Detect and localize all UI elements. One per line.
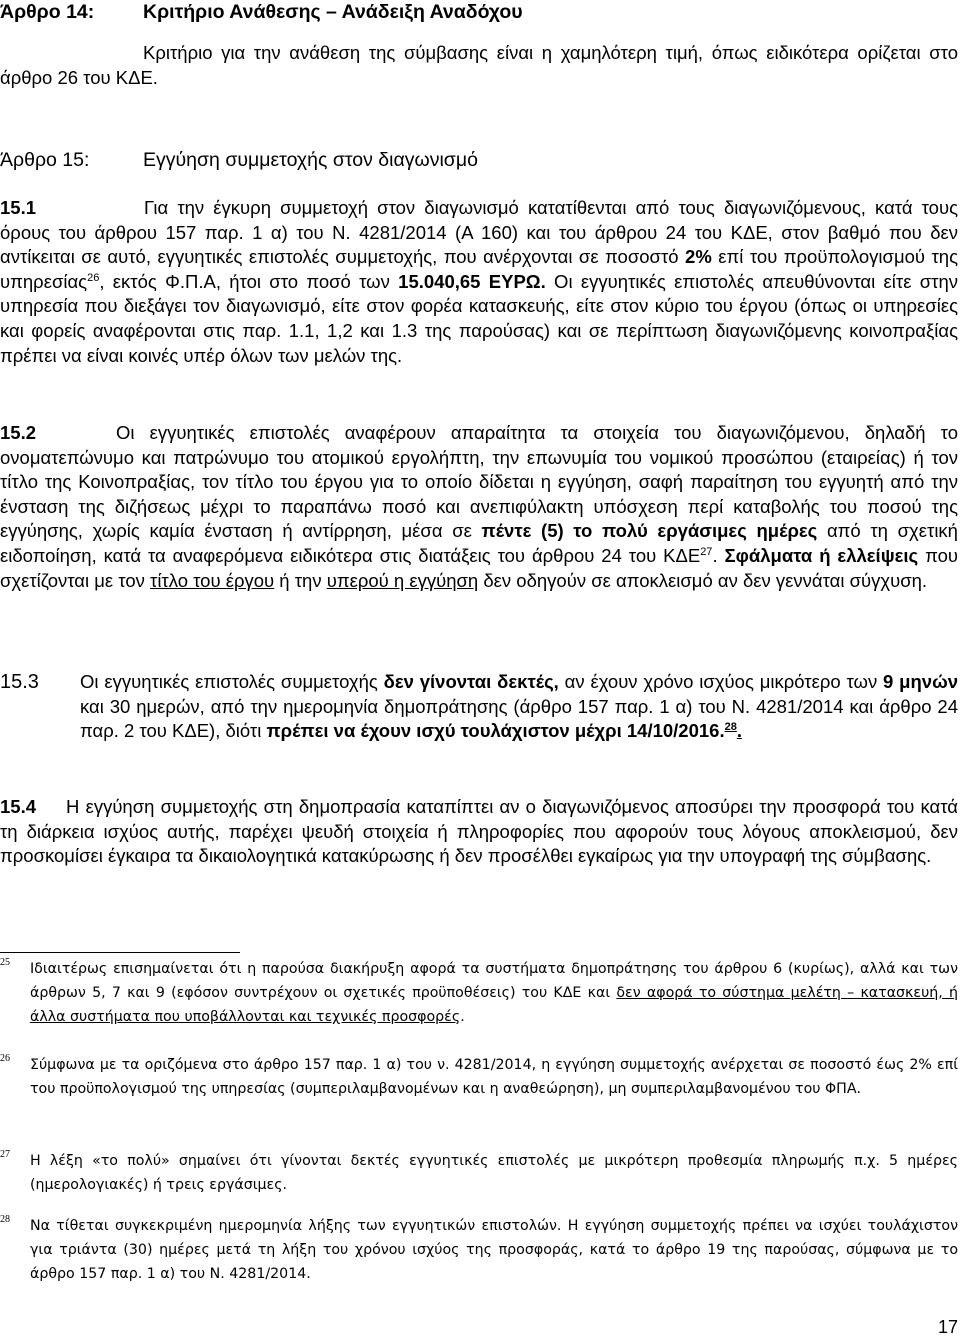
p152-errors: Σφάλματα ή ελλείψεις bbox=[724, 544, 919, 566]
p153-months: 9 μηνών bbox=[883, 671, 958, 692]
p152-text-d: που σχετίζονται με τον bbox=[0, 544, 959, 591]
p152-title-underlined: τίτλο του έργου bbox=[150, 569, 275, 591]
p151-text-d: Οι εγγυητικές επιστολές απευθύνονται είτε στην υπηρεσία που διεξάγει τον διαγωνισμό, είτε στον φορέα κατασκευής, είτε στον κύριο του έργου (όπως οι υπηρεσίες και φορείς αναφέρονται στις παρ. 1.1, 1,2 και 1.3 της παρούσας) και σε περίπτωση διαγωνιζόμενης κοινοπραξίας πρέπει να είναι κοινές υπέρ όλων των μελών της. bbox=[0, 270, 959, 366]
p153-text-c: και 30 ημερών, από την ημερομηνία δημοπράτησης (άρθρο 157 παρ. 1 α) του Ν. 4281/2014 και άρθρο 24 παρ. 2 του ΚΔΕ), διότι bbox=[80, 695, 958, 742]
footnote-25 bbox=[0, 957, 958, 1029]
p151-text-c: , εκτός Φ.Π.Α, ήτοι στο ποσό των bbox=[99, 270, 399, 292]
p153-not-accepted: δεν γίνονται δεκτές, bbox=[383, 671, 559, 692]
footnote-27 bbox=[0, 1149, 958, 1197]
footnote-separator bbox=[0, 952, 240, 953]
paragraph-15-1-number: 15.1 bbox=[0, 197, 37, 218]
p152-text-f: δεν οδηγούν σε αποκλεισμό αν δεν γεννάται σύγχυση. bbox=[478, 569, 928, 591]
p152-text-b: από τη σχετική ειδοποίηση, κατά τα αναφερόμενα ειδικότερα στις διατάξεις του άρθρου 24 του ΚΔΕ bbox=[0, 520, 958, 566]
p151-percent: 2% bbox=[685, 246, 712, 268]
paragraph-15-3-number: 15.3 bbox=[0, 671, 39, 693]
footnote-27-text: Η λέξη «το πολύ» σημαίνει ότι γίνονται δεκτές εγγυητικές επιστολές με μικρότερη προθεσμία πληρωμής π.χ. 5 ημέρες (ημερολογιακές) ή τρεις εργάσιμες. bbox=[30, 1153, 958, 1193]
p151-amount: 15.040,65 ΕΥΡΩ. bbox=[398, 270, 546, 292]
article-15-label: Άρθρο 15: bbox=[0, 149, 90, 171]
footnote-26-mark: 26 bbox=[0, 1053, 10, 1064]
p152-days: πέντε (5) το πολύ εργάσιμες ημέρες bbox=[481, 520, 818, 542]
p153-tail: . bbox=[736, 720, 742, 742]
p152-holder-underlined: υπερού η εγγύηση bbox=[326, 569, 479, 591]
footnote-26-text: Σύμφωνα με τα οριζόμενα στο άρθρο 157 παρ. 1 α) του ν. 4281/2014, η εγγύηση συμμετοχής ανέρχεται σε ποσοστό έως 2% επί του προϋπολογισμού της υπηρεσίας (συμπεριλαμβανομένων και η αναθεώρηση), μη συμπεριλαμβανομένου του ΦΠΑ. bbox=[30, 1057, 958, 1097]
p153-text-b: αν έχουν χρόνο ισχύος μικρότερο των bbox=[558, 671, 884, 692]
paragraph-15-3 bbox=[0, 670, 958, 744]
p153-text-a: Οι εγγυητικές επιστολές συμμετοχής bbox=[80, 671, 384, 692]
footnote-25-text-b: . bbox=[460, 1009, 465, 1025]
p151-text-a: Για την έγκυρη συμμετοχή στον διαγωνισμό κατατίθενται από τους διαγωνιζόμενους, κατά τους όρους του άρθρου 157 παρ. 1 α) του Ν. 4281/2014 (Α 160) και του άρθρου 24 του ΚΔΕ, στον βαθμό που δεν αντίκειται σε αυτό, εγγυητικές επιστολές συμμετοχής, που ανέρχονται σε ποσοστό bbox=[0, 197, 958, 268]
page-number: 17 bbox=[937, 1317, 958, 1337]
paragraph-15-1 bbox=[0, 196, 958, 368]
paragraph-15-4 bbox=[0, 795, 958, 869]
p152-text-a: Οι εγγυητικές επιστολές αναφέρουν απαραίτητα τα στοιχεία του διαγωνιζόμενου, δηλαδή το ονοματεπώνυμο και πατρώνυμο του ατομικού εργολήπτη, την επωνυμία του νομικού προσώπου (εταιρείας) ή τον τίτλο της Κοινοπραξίας, τον τίτλο του έργου για το οποίο δίδεται η εγγύηση, σαφή παραίτηση του εγγυητή από την ένσταση της διζήσεως μέχρι το παραπάνω ποσό και ανεπιφύλακτη υπόσχεση περί καταβολής του ποσού της εγγύησης, χωρίς καμία ένσταση ή αντίρρηση, μέσα σε bbox=[0, 422, 958, 542]
footnote-25-mark: 25 bbox=[0, 957, 10, 968]
article-15-title: Εγγύηση συμμετοχής στον διαγωνισμό bbox=[143, 149, 478, 171]
p154-text: Η εγγύηση συμμετοχής στη δημοπρασία καταπίπτει αν ο διαγωνιζόμενος αποσύρει την προσφορά του κατά τη διάρκεια ισχύος αυτής, παρέχει ψευδή στοιχεία ή πληροφορίες που αφορούν τους λόγους αποκλεισμού, δεν προσκομίσει έγκαιρα τα δικαιολογητικά κατακύρωσης ή δεν προσέλθει εγκαίρως για την υπογραφή της σύμβασης. bbox=[0, 796, 958, 867]
footnote-28 bbox=[0, 1214, 958, 1286]
footnote-25-underlined: δεν αφορά το σύστημα μελέτη – κατασκευή, ή άλλα συστήματα που υποβάλλονται και τεχνικές προσφορές bbox=[30, 985, 959, 1025]
p153-validity: πρέπει να έχουν ισχύ τουλάχιστον μέχρι 14/10/2016. bbox=[266, 720, 725, 742]
footnote-ref-28[interactable]: 28 bbox=[724, 721, 737, 734]
footnote-ref-26[interactable]: 26 bbox=[87, 271, 100, 284]
article-14-label: Άρθρο 14: bbox=[0, 1, 95, 23]
footnote-28-text: Να τίθεται συγκεκριμένη ημερομηνία λήξης των εγγυητικών επιστολών. Η εγγύηση συμμετοχής πρέπει να ισχύει τουλάχιστον για τριάντα (30) ημέρες μετά τη λήξη του χρόνου ισχύος της προσφοράς, κατά το άρθρο 19 της παρούσας, σύμφωνα με το άρθρο 157 παρ. 1 α) του Ν. 4281/2014. bbox=[30, 1218, 958, 1282]
footnote-25-text-a: Ιδιαιτέρως επισημαίνεται ότι η παρούσα διακήρυξη αφορά τα συστήματα δημοπράτησης του άρθρου 6 (κυρίως), αλλά και των άρθρων 5, 7 και 9 (εφόσον συντρέχουν οι σχετικές προϋποθέσεις) του ΚΔΕ και bbox=[30, 961, 958, 1001]
article-14-title: Κριτήριο Ανάθεσης – Ανάδειξη Αναδόχου bbox=[143, 1, 523, 23]
paragraph-15-2-number: 15.2 bbox=[0, 422, 37, 443]
paragraph-15-4-number: 15.4 bbox=[0, 796, 37, 817]
p152-text-e: ή την bbox=[274, 569, 327, 591]
footnote-26 bbox=[0, 1053, 958, 1101]
paragraph-15-2 bbox=[0, 421, 958, 593]
footnote-28-mark: 28 bbox=[0, 1214, 10, 1225]
footnote-ref-27[interactable]: 27 bbox=[700, 545, 713, 558]
article-14-body: Κριτήριο για την ανάθεση της σύμβασης είναι η χαμηλότερη τιμή, όπως ειδικότερα ορίζεται στο άρθρο 26 του ΚΔΕ. bbox=[0, 42, 958, 88]
p151-text-b: επί του προϋπολογισμού της υπηρεσίας bbox=[0, 246, 958, 292]
p152-text-c: . bbox=[712, 544, 725, 566]
footnote-27-mark: 27 bbox=[0, 1149, 10, 1160]
